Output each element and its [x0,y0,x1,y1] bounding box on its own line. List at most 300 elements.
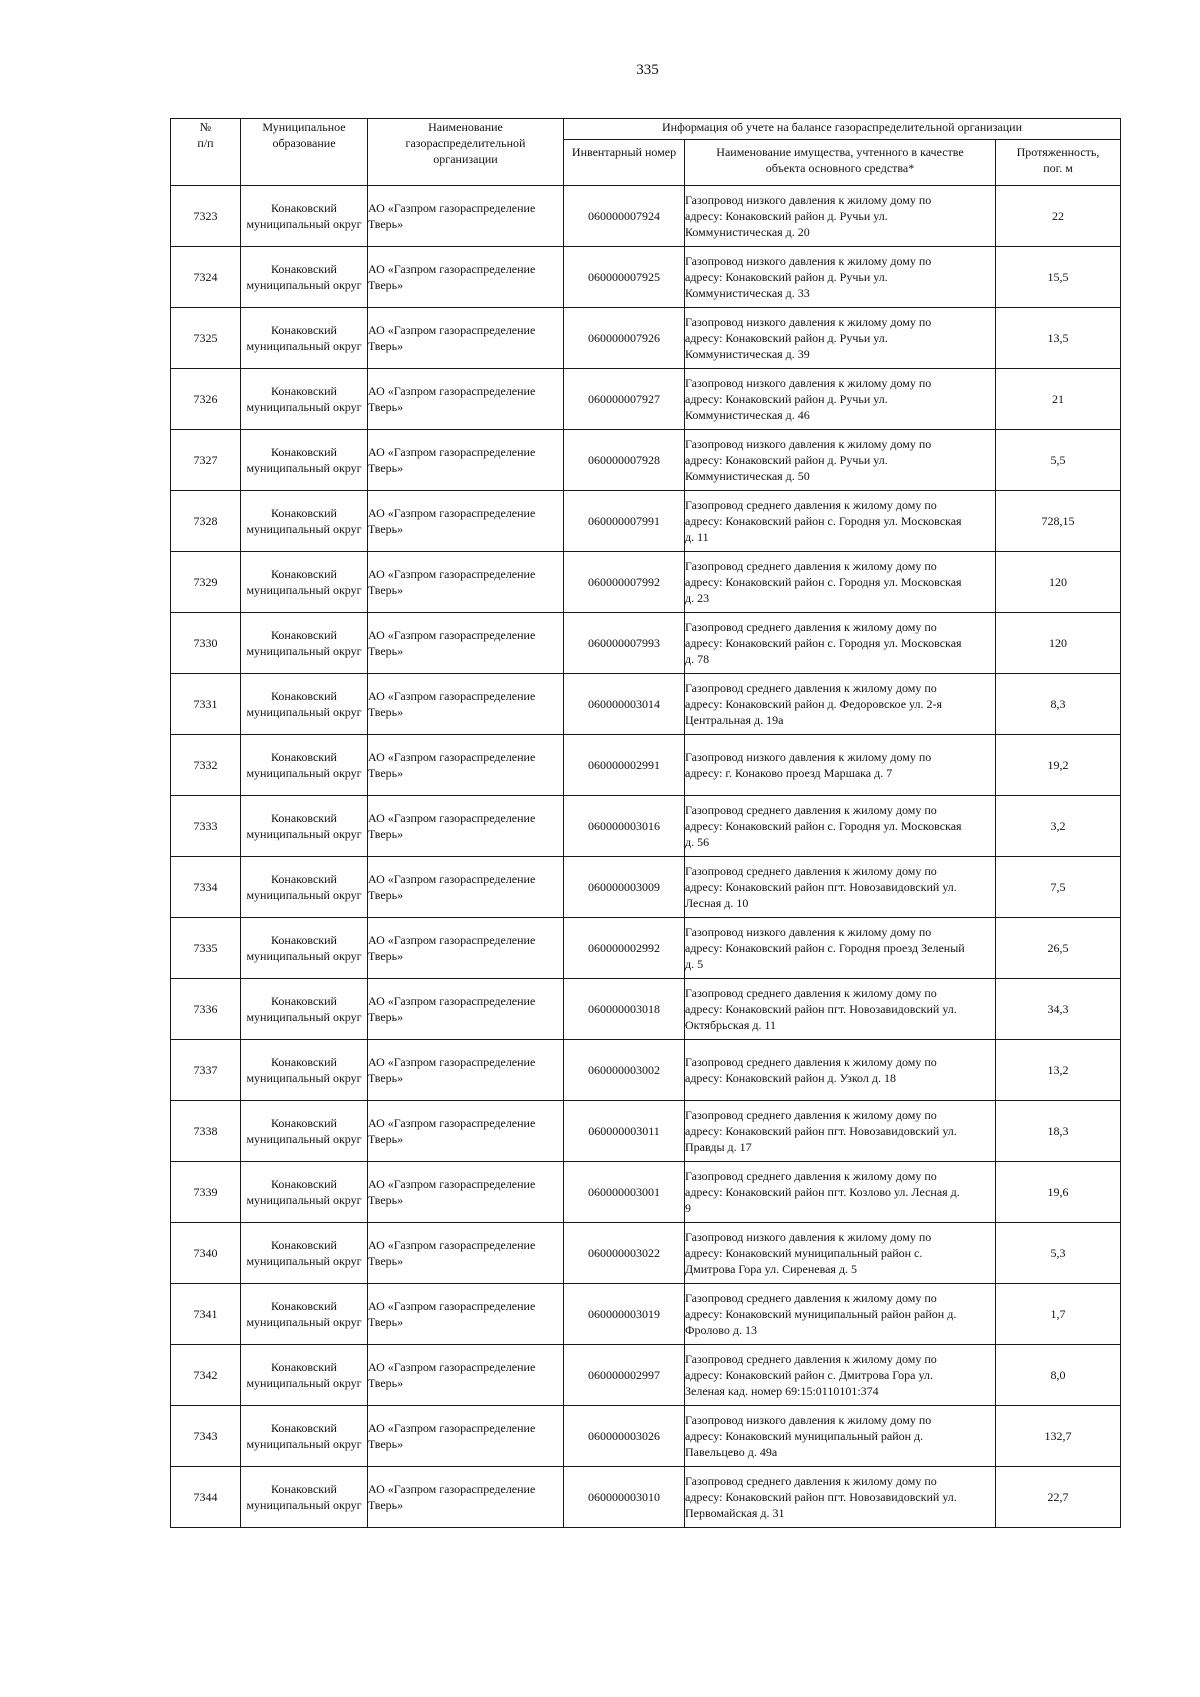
asset-name-line: Газопровод среднего давления к жилому дому по [685,986,937,1000]
inventory-number-cell: 060000002997 [564,1345,685,1406]
asset-name-line: адресу: Конаковский район с. Городня ул. Московская [685,514,962,528]
organization-cell [368,1284,564,1345]
organization-line-1: АО «Газпром газораспределение [368,262,536,276]
municipality-name: Конаковский [271,567,337,581]
asset-name-cell [685,979,996,1040]
table-row [171,1040,1121,1101]
organization-line-2: Тверь» [368,1193,404,1207]
municipality-name: Конаковский [271,1177,337,1191]
municipality-type: муниципальный округ [246,217,362,231]
municipality-name: Конаковский [271,445,337,459]
length-cell: 18,3 [996,1101,1121,1162]
organization-line-2: Тверь» [368,827,404,841]
header-asset-name: Наименование имущества, учтенного в качестве объекта основного средства* [685,140,996,186]
organization-line-1: АО «Газпром газораспределение [368,872,536,886]
municipality-cell [241,796,368,857]
asset-name-cell [685,613,996,674]
organization-cell [368,613,564,674]
asset-name-line: Газопровод среднего давления к жилому дому по [685,498,937,512]
table-row [171,1162,1121,1223]
row-number-cell: 7344 [171,1467,241,1528]
row-number-cell: 7343 [171,1406,241,1467]
length-cell: 132,7 [996,1406,1121,1467]
organization-line-2: Тверь» [368,522,404,536]
organization-line-1: АО «Газпром газораспределение [368,811,536,825]
organization-cell [368,857,564,918]
table-row [171,1345,1121,1406]
municipality-cell [241,491,368,552]
organization-cell [368,1101,564,1162]
length-cell: 26,5 [996,918,1121,979]
asset-name-line: Газопровод среднего давления к жилому дому по [685,1474,937,1488]
organization-cell [368,796,564,857]
organization-line-1: АО «Газпром газораспределение [368,1055,536,1069]
asset-name-line: адресу: Конаковский муниципальный район район д. [685,1307,957,1321]
inventory-number-cell: 060000003010 [564,1467,685,1528]
row-number-cell: 7342 [171,1345,241,1406]
municipality-name: Конаковский [271,1055,337,1069]
asset-name-line: Правды д. 17 [685,1140,752,1154]
header-organization: Наименование газораспределительной организации [368,119,564,186]
asset-name-cell [685,1101,996,1162]
asset-name-cell [685,247,996,308]
asset-name-line: Газопровод среднего давления к жилому дому по [685,620,937,634]
asset-name-line: адресу: Конаковский район пгт. Новозавидовский ул. [685,1002,957,1016]
organization-line-2: Тверь» [368,339,404,353]
municipality-name: Конаковский [271,811,337,825]
municipality-name: Конаковский [271,1238,337,1252]
length-cell: 3,2 [996,796,1121,857]
table-row [171,796,1121,857]
inventory-number-cell: 060000003002 [564,1040,685,1101]
asset-name-line: Газопровод среднего давления к жилому дому по [685,681,937,695]
asset-name-cell [685,1467,996,1528]
asset-name-line: Газопровод низкого давления к жилому дому по [685,193,932,207]
organization-line-2: Тверь» [368,644,404,658]
row-number-cell: 7338 [171,1101,241,1162]
organization-line-1: АО «Газпром газораспределение [368,750,536,764]
table-row [171,979,1121,1040]
length-cell: 21 [996,369,1121,430]
organization-line-1: АО «Газпром газораспределение [368,994,536,1008]
asset-name-line: адресу: Конаковский район с. Городня ул. Московская [685,636,962,650]
organization-line-2: Тверь» [368,1010,404,1024]
asset-name-line: Дмитрова Гора ул. Сиреневая д. 5 [685,1262,858,1276]
length-cell: 34,3 [996,979,1121,1040]
organization-line-2: Тверь» [368,278,404,292]
asset-name-cell [685,1162,996,1223]
asset-name-line: Газопровод низкого давления к жилому дому по [685,315,932,329]
asset-name-line: адресу: Конаковский район пгт. Новозавидовский ул. [685,1124,957,1138]
asset-name-line: Газопровод среднего давления к жилому дому по [685,1352,937,1366]
length-cell: 22 [996,186,1121,247]
inventory-number-cell: 060000007928 [564,430,685,491]
length-cell: 13,2 [996,1040,1121,1101]
header-municipality: Муниципальное образование [241,119,368,186]
municipality-type: муниципальный округ [246,522,362,536]
row-number-cell: 7331 [171,674,241,735]
table-row [171,1406,1121,1467]
table-row [171,613,1121,674]
municipality-cell [241,247,368,308]
municipality-name: Конаковский [271,689,337,703]
length-cell: 19,6 [996,1162,1121,1223]
row-number-cell: 7327 [171,430,241,491]
organization-cell [368,308,564,369]
organization-cell [368,1040,564,1101]
inventory-number-cell: 060000002991 [564,735,685,796]
asset-name-cell [685,308,996,369]
length-cell: 5,3 [996,1223,1121,1284]
header-length: Протяженность, пог. м [996,140,1121,186]
asset-name-line: Коммунистическая д. 20 [685,225,810,239]
inventory-number-cell: 060000003026 [564,1406,685,1467]
organization-line-1: АО «Газпром газораспределение [368,933,536,947]
municipality-cell [241,1345,368,1406]
asset-name-line: Газопровод среднего давления к жилому дому по [685,1055,937,1069]
row-number-cell: 7336 [171,979,241,1040]
asset-name-line: адресу: Конаковский муниципальный район с. [685,1246,923,1260]
asset-name-line: д. 5 [685,957,704,971]
asset-name-line: Газопровод среднего давления к жилому дому по [685,864,937,878]
asset-name-cell [685,552,996,613]
asset-name-line: Газопровод низкого давления к жилому дому по [685,1413,932,1427]
organization-line-2: Тверь» [368,888,404,902]
asset-name-line: Коммунистическая д. 46 [685,408,810,422]
page-number: 335 [636,62,659,78]
organization-line-2: Тверь» [368,1315,404,1329]
organization-line-2: Тверь» [368,766,404,780]
municipality-cell [241,1406,368,1467]
asset-name-line: Газопровод низкого давления к жилому дому по [685,254,932,268]
inventory-number-cell: 060000003001 [564,1162,685,1223]
municipality-type: муниципальный округ [246,278,362,292]
municipality-name: Конаковский [271,201,337,215]
municipality-type: муниципальный округ [246,888,362,902]
table-row [171,857,1121,918]
organization-cell [368,1406,564,1467]
municipality-cell [241,857,368,918]
organization-cell [368,979,564,1040]
asset-name-line: д. 78 [685,652,710,666]
row-number-cell: 7334 [171,857,241,918]
municipality-cell [241,430,368,491]
asset-name-line: Газопровод среднего давления к жилому дому по [685,559,937,573]
organization-line-2: Тверь» [368,949,404,963]
asset-name-line: Коммунистическая д. 39 [685,347,810,361]
asset-name-cell [685,1040,996,1101]
organization-line-1: АО «Газпром газораспределение [368,628,536,642]
organization-cell [368,369,564,430]
municipality-cell [241,735,368,796]
municipality-name: Конаковский [271,994,337,1008]
asset-name-line: Газопровод среднего давления к жилому дому по [685,1291,937,1305]
asset-name-line: 9 [685,1201,691,1215]
organization-line-1: АО «Газпром газораспределение [368,1238,536,1252]
header-balance-info: Информация об учете на балансе газораспределительной организации [564,119,1121,140]
asset-name-line: адресу: Конаковский район д. Ручьи ул. [685,209,888,223]
asset-name-line: Лесная д. 10 [685,896,749,910]
municipality-cell [241,369,368,430]
table-row [171,918,1121,979]
row-number-cell: 7332 [171,735,241,796]
organization-cell [368,1223,564,1284]
asset-name-line: Коммунистическая д. 33 [685,286,810,300]
organization-line-2: Тверь» [368,1254,404,1268]
organization-line-2: Тверь» [368,1071,404,1085]
asset-name-line: адресу: Конаковский район с. Городня ул. Московская [685,575,962,589]
municipality-type: муниципальный округ [246,400,362,414]
municipality-type: муниципальный округ [246,461,362,475]
asset-name-line: Газопровод низкого давления к жилому дому по [685,750,932,764]
row-number-cell: 7337 [171,1040,241,1101]
asset-name-line: Газопровод среднего давления к жилому дому по [685,1108,937,1122]
row-number-cell: 7323 [171,186,241,247]
asset-name-line: адресу: Конаковский район д. Ручьи ул. [685,392,888,406]
inventory-number-cell: 060000003009 [564,857,685,918]
row-number-cell: 7328 [171,491,241,552]
organization-line-1: АО «Газпром газораспределение [368,1177,536,1191]
asset-name-line: д. 11 [685,530,709,544]
organization-cell [368,430,564,491]
asset-name-line: адресу: Конаковский район д. Ручьи ул. [685,453,888,467]
asset-name-line: Газопровод среднего давления к жилому дому по [685,803,937,817]
row-number-cell: 7335 [171,918,241,979]
organization-line-2: Тверь» [368,583,404,597]
municipality-type: муниципальный округ [246,1376,362,1390]
inventory-number-cell: 060000003019 [564,1284,685,1345]
asset-name-line: д. 23 [685,591,710,605]
municipality-type: муниципальный округ [246,1498,362,1512]
organization-line-2: Тверь» [368,461,404,475]
municipality-cell [241,979,368,1040]
asset-name-line: Павельцево д. 49а [685,1445,778,1459]
row-number-cell: 7333 [171,796,241,857]
organization-line-1: АО «Газпром газораспределение [368,689,536,703]
municipality-name: Конаковский [271,750,337,764]
organization-cell [368,1162,564,1223]
row-number-cell: 7339 [171,1162,241,1223]
asset-name-line: адресу: Конаковский район д. Ручьи ул. [685,331,888,345]
table-row [171,674,1121,735]
organization-line-1: АО «Газпром газораспределение [368,201,536,215]
asset-name-line: Фролово д. 13 [685,1323,757,1337]
inventory-number-cell: 060000007992 [564,552,685,613]
length-cell: 120 [996,613,1121,674]
table-row [171,186,1121,247]
organization-cell [368,186,564,247]
asset-name-line: адресу: Конаковский район д. Узкол д. 18 [685,1071,896,1085]
asset-name-cell [685,674,996,735]
asset-name-line: Газопровод среднего давления к жилому дому по [685,1169,937,1183]
asset-name-cell [685,430,996,491]
municipality-name: Конаковский [271,1421,337,1435]
inventory-number-cell: 060000003018 [564,979,685,1040]
asset-name-line: Газопровод низкого давления к жилому дому по [685,1230,932,1244]
length-cell: 8,3 [996,674,1121,735]
organization-line-2: Тверь» [368,705,404,719]
municipality-cell [241,1101,368,1162]
municipality-type: муниципальный округ [246,1132,362,1146]
inventory-number-cell: 060000003022 [564,1223,685,1284]
table-row [171,491,1121,552]
municipality-name: Конаковский [271,262,337,276]
inventory-number-cell: 060000007925 [564,247,685,308]
municipality-cell [241,613,368,674]
municipality-cell [241,674,368,735]
asset-name-cell [685,1345,996,1406]
row-number-cell: 7324 [171,247,241,308]
municipality-name: Конаковский [271,933,337,947]
length-cell: 8,0 [996,1345,1121,1406]
asset-name-cell [685,186,996,247]
organization-cell [368,918,564,979]
organization-line-2: Тверь» [368,1498,404,1512]
asset-name-line: адресу: г. Конаково проезд Маршака д. 7 [685,766,893,780]
table-row [171,735,1121,796]
municipality-name: Конаковский [271,628,337,642]
organization-line-2: Тверь» [368,1437,404,1451]
asset-name-line: Газопровод низкого давления к жилому дому по [685,925,932,939]
municipality-name: Конаковский [271,323,337,337]
municipality-name: Конаковский [271,506,337,520]
header-inventory-number: Инвентарный номер [564,140,685,186]
municipality-type: муниципальный округ [246,1254,362,1268]
organization-line-1: АО «Газпром газораспределение [368,384,536,398]
asset-name-cell [685,1406,996,1467]
asset-name-line: адресу: Конаковский район с. Городня проезд Зеленый [685,941,965,955]
asset-name-line: д. 56 [685,835,710,849]
municipality-type: муниципальный округ [246,1437,362,1451]
organization-line-2: Тверь» [368,1132,404,1146]
asset-name-line: Октябрьская д. 11 [685,1018,777,1032]
municipality-name: Конаковский [271,1299,337,1313]
asset-name-line: Газопровод низкого давления к жилому дому по [685,376,932,390]
table-header [171,119,1121,186]
table-row [171,552,1121,613]
municipality-type: муниципальный округ [246,1315,362,1329]
table-row [171,1467,1121,1528]
organization-cell [368,735,564,796]
municipality-type: муниципальный округ [246,339,362,353]
municipality-name: Конаковский [271,1482,337,1496]
organization-line-2: Тверь» [368,217,404,231]
organization-line-1: АО «Газпром газораспределение [368,567,536,581]
length-cell: 5,5 [996,430,1121,491]
table-row [171,1101,1121,1162]
organization-cell [368,247,564,308]
inventory-number-cell: 060000007926 [564,308,685,369]
length-cell: 13,5 [996,308,1121,369]
organization-line-1: АО «Газпром газораспределение [368,1360,536,1374]
organization-line-1: АО «Газпром газораспределение [368,1482,536,1496]
header-row-number: № п/п [171,119,241,186]
inventory-number-cell: 060000003014 [564,674,685,735]
municipality-cell [241,1040,368,1101]
row-number-cell: 7340 [171,1223,241,1284]
municipality-name: Конаковский [271,1116,337,1130]
municipality-type: муниципальный округ [246,644,362,658]
asset-name-line: Зеленая кад. номер 69:15:0110101:374 [685,1384,879,1398]
table-row [171,1284,1121,1345]
table-row [171,308,1121,369]
table-body [171,186,1121,1528]
inventory-number-cell: 060000003011 [564,1101,685,1162]
municipality-type: муниципальный округ [246,1193,362,1207]
asset-name-line: адресу: Конаковский район д. Федоровское ул. 2-я [685,697,942,711]
row-number-cell: 7325 [171,308,241,369]
organization-line-1: АО «Газпром газораспределение [368,506,536,520]
inventory-number-cell: 060000007924 [564,186,685,247]
asset-name-line: Коммунистическая д. 50 [685,469,810,483]
inventory-number-cell: 060000007991 [564,491,685,552]
asset-name-line: адресу: Конаковский муниципальный район д. [685,1429,924,1443]
asset-name-cell [685,1223,996,1284]
row-number-cell: 7326 [171,369,241,430]
length-cell: 22,7 [996,1467,1121,1528]
municipality-type: муниципальный округ [246,1010,362,1024]
length-cell: 1,7 [996,1284,1121,1345]
municipality-cell [241,918,368,979]
organization-cell [368,552,564,613]
length-cell: 120 [996,552,1121,613]
length-cell: 728,15 [996,491,1121,552]
organization-cell [368,491,564,552]
asset-name-cell [685,918,996,979]
organization-line-1: АО «Газпром газораспределение [368,323,536,337]
organization-cell [368,1467,564,1528]
municipality-type: муниципальный округ [246,1071,362,1085]
municipality-type: муниципальный округ [246,949,362,963]
municipality-cell [241,186,368,247]
row-number-cell: 7330 [171,613,241,674]
municipality-cell [241,1162,368,1223]
asset-name-line: адресу: Конаковский район д. Ручьи ул. [685,270,888,284]
municipality-cell [241,552,368,613]
inventory-number-cell: 060000003016 [564,796,685,857]
row-number-cell: 7341 [171,1284,241,1345]
organization-line-1: АО «Газпром газораспределение [368,1421,536,1435]
municipality-type: муниципальный округ [246,827,362,841]
asset-name-line: адресу: Конаковский район с. Городня ул. Московская [685,819,962,833]
table-row [171,1223,1121,1284]
asset-name-cell [685,1284,996,1345]
organization-cell [368,674,564,735]
municipality-name: Конаковский [271,872,337,886]
row-number-cell: 7329 [171,552,241,613]
municipality-type: муниципальный округ [246,705,362,719]
length-cell: 19,2 [996,735,1121,796]
asset-name-line: адресу: Конаковский район пгт. Новозавидовский ул. [685,880,957,894]
asset-name-cell [685,369,996,430]
organization-line-2: Тверь» [368,400,404,414]
municipality-cell [241,1284,368,1345]
table-row [171,247,1121,308]
asset-name-cell [685,491,996,552]
organization-cell [368,1345,564,1406]
organization-line-1: АО «Газпром газораспределение [368,445,536,459]
table-row [171,430,1121,491]
inventory-number-cell: 060000007993 [564,613,685,674]
asset-name-line: Центральная д. 19а [685,713,784,727]
asset-name-cell [685,735,996,796]
asset-name-line: Газопровод низкого давления к жилому дому по [685,437,932,451]
inventory-number-cell: 060000007927 [564,369,685,430]
inventory-number-cell: 060000002992 [564,918,685,979]
asset-name-cell [685,857,996,918]
municipality-cell [241,1223,368,1284]
organization-line-1: АО «Газпром газораспределение [368,1299,536,1313]
